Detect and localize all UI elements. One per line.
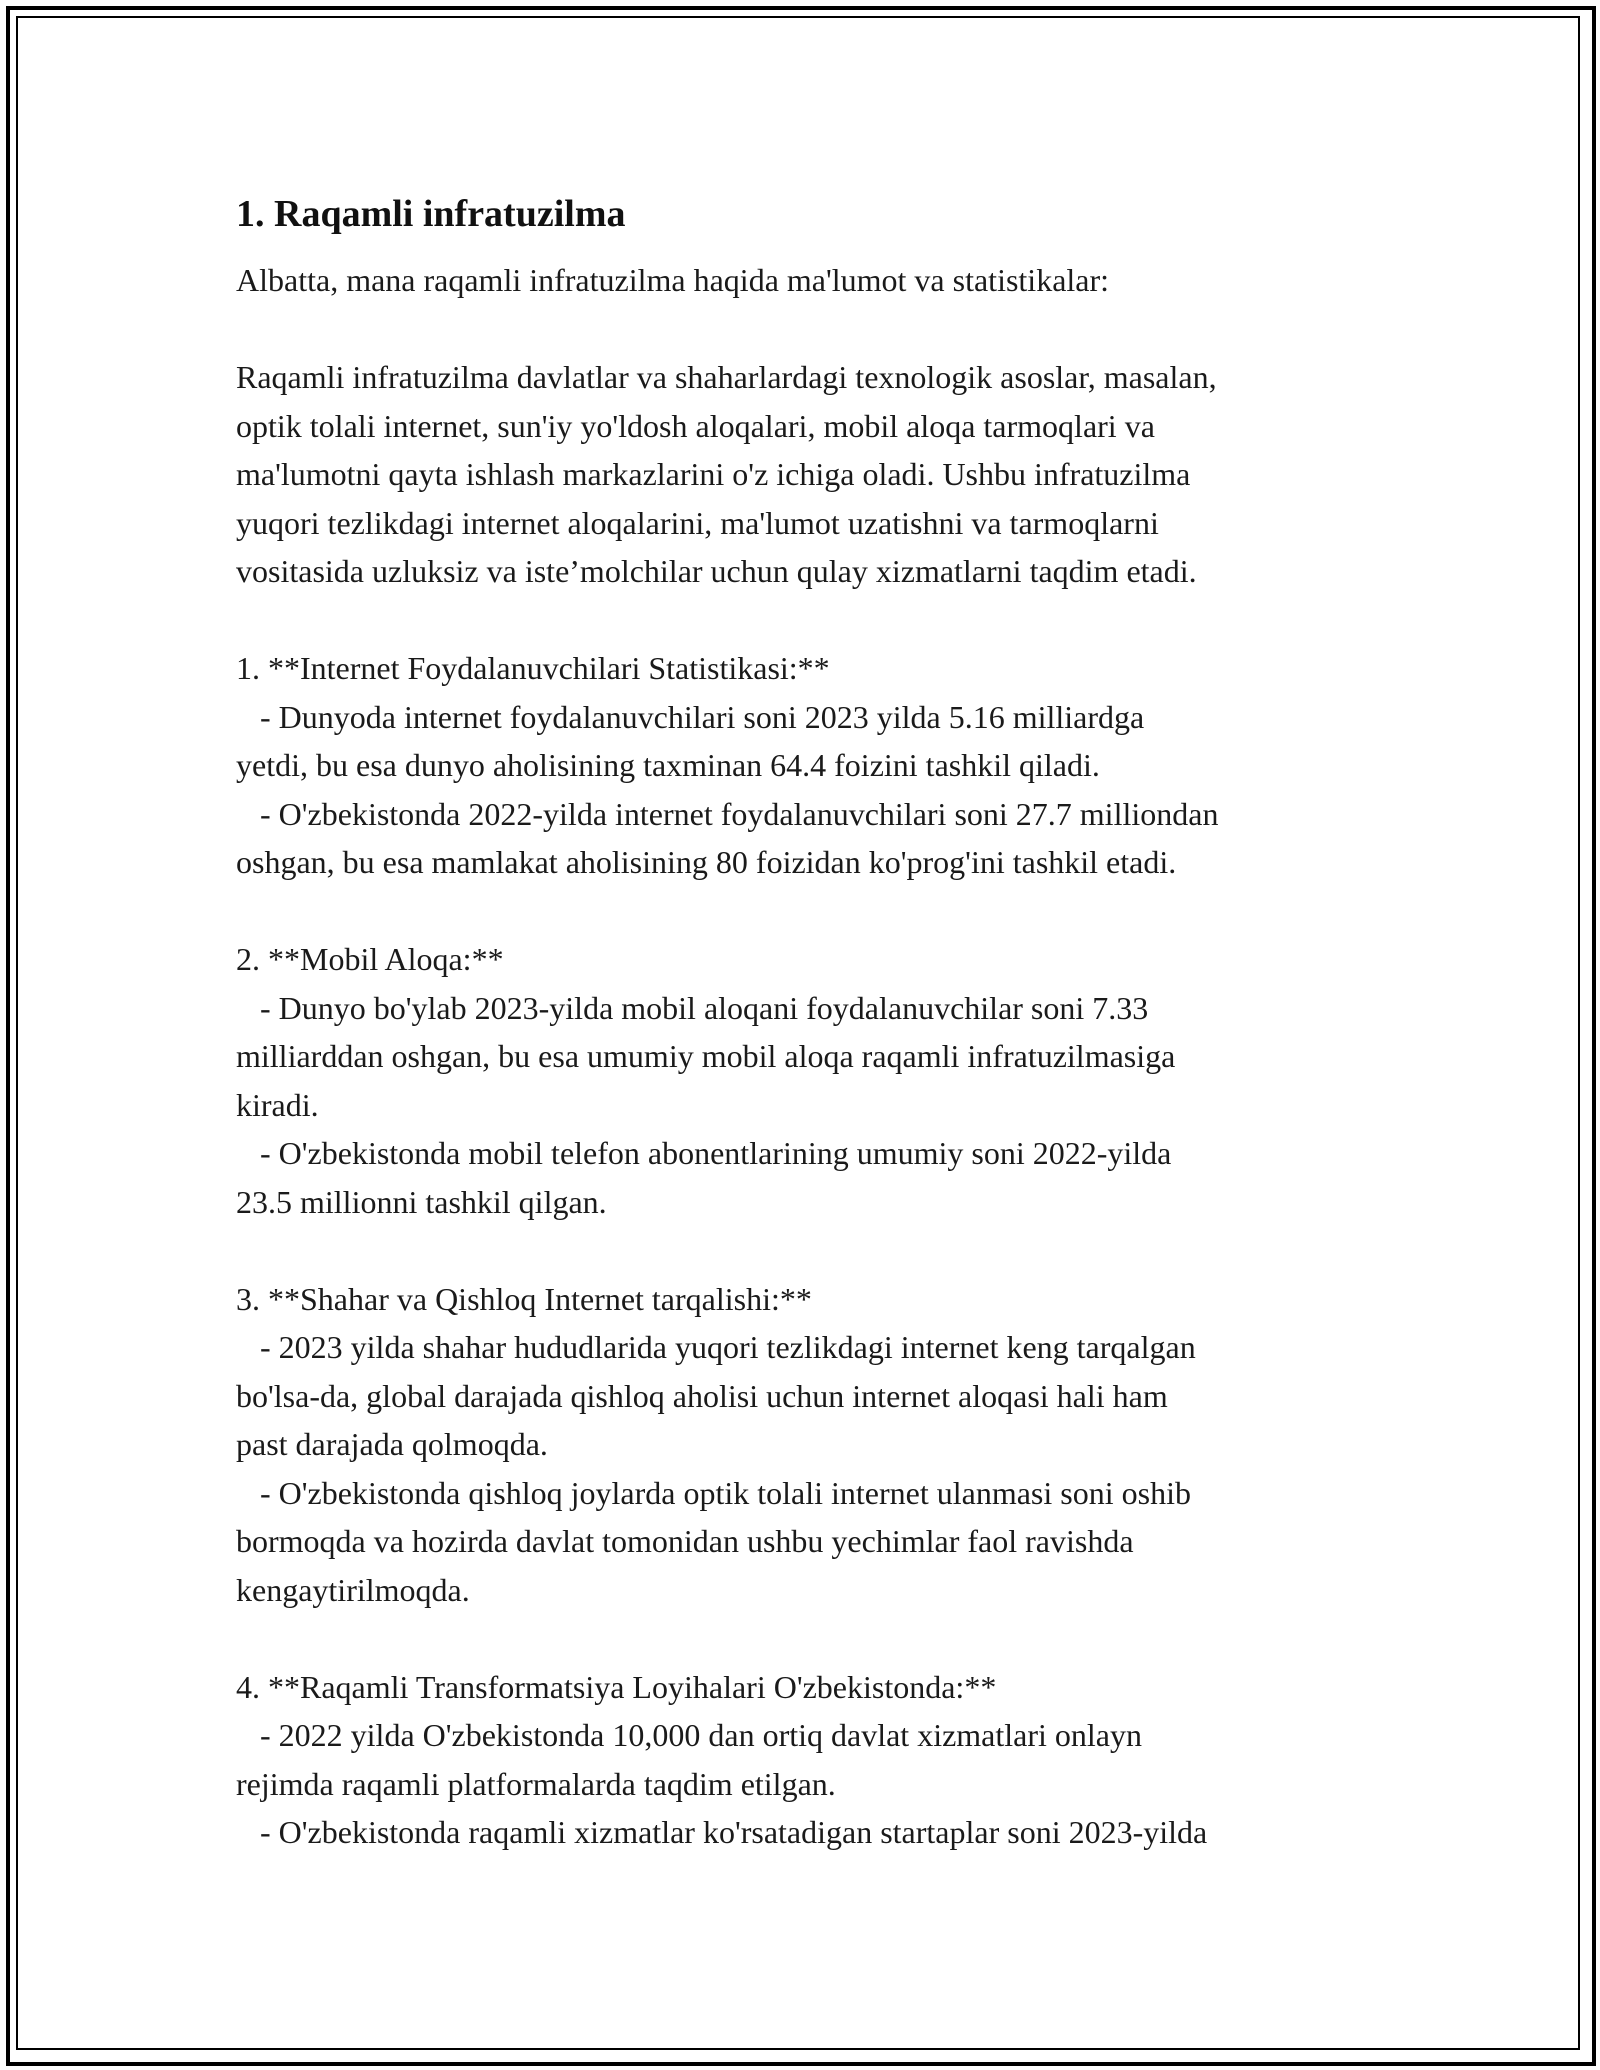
text-line: - Dunyo bo'ylab 2023-yilda mobil aloqani foydalanuvchilar soni 7.33 xyxy=(236,989,1149,1026)
text-line: Raqamli infratuzilma davlatlar va shaharlardagi texnologik asoslar, masalan, xyxy=(236,359,1217,395)
text-line: yetdi, bu esa dunyo aholisining taxminan 64.4 foizini tashkil qiladi. xyxy=(236,747,1100,783)
text-line: 23.5 millionni tashkil qilgan. xyxy=(236,1183,607,1220)
text-line: - O'zbekistonda mobil telefon abonentlarining umumiy soni 2022-yilda xyxy=(236,1135,1172,1171)
text-line: - O'zbekistonda raqamli xizmatlar ko'rsatadigan startaplar soni 2023-yilda xyxy=(236,1814,1208,1850)
paragraph-spacer xyxy=(236,1226,1396,1275)
text-line: - O'zbekistonda qishloq joylarda optik tolali internet ulanmasi soni oshib xyxy=(236,1474,1191,1511)
text-line: bo'lsa-da, global darajada qishloq aholisi uchun internet aloqasi hali ham xyxy=(236,1377,1168,1414)
text-line: oshgan, bu esa mamlakat aholisining 80 foizidan ko'prog'ini tashkil etadi. xyxy=(236,844,1177,880)
text-line: ma'lumotni qayta ishlash markazlarini o'z ichiga oladi. Ushbu infratuzilma xyxy=(236,456,1191,492)
text-line: - Dunyoda internet foydalanuvchilari soni 2023 yilda 5.16 milliardga xyxy=(236,698,1145,735)
text-line: - 2022 yilda O'zbekistonda 10,000 dan ortiq davlat xizmatlari onlayn xyxy=(236,1717,1142,1753)
paragraph-spacer xyxy=(236,596,1396,645)
text-line: milliarddan oshgan, bu esa umumiy mobil aloqa raqamli infratuzilmasiga xyxy=(236,1038,1176,1074)
text-line: Albatta, mana raqamli infratuzilma haqida ma'lumot va statistikalar: xyxy=(236,262,1110,298)
list-item-heading: 3. **Shahar va Qishloq Internet tarqalishi:** xyxy=(236,1280,812,1317)
text-line: yuqori tezlikdagi internet aloqalarini, ma'lumot uzatishni va tarmoqlarni xyxy=(236,504,1159,541)
list-item-heading: 2. **Mobil Aloqa:** xyxy=(236,941,504,977)
paragraph-spacer xyxy=(236,887,1396,936)
text-line: - 2023 yilda shahar hududlarida yuqori tezlikdagi internet keng tarqalgan xyxy=(236,1329,1196,1365)
paragraph-spacer xyxy=(236,305,1396,354)
section-heading: 1. Raqamli infratuzilma xyxy=(236,193,626,235)
text-line: kiradi. xyxy=(236,1086,319,1123)
text-line: optik tolali internet, sun'iy yo'ldosh aloqalari, mobil aloqa tarmoqlari va xyxy=(236,407,1155,444)
text-line: bormoqda va hozirda davlat tomonidan ushbu yechimlar faol ravishda xyxy=(236,1523,1134,1559)
document-body xyxy=(236,186,1396,1857)
text-line: kengaytirilmoqda. xyxy=(236,1571,470,1608)
list-item-heading: 1. **Internet Foydalanuvchilari Statistikasi:** xyxy=(236,650,830,686)
list-item-heading: 4. **Raqamli Transformatsiya Loyihalari O'zbekistonda:** xyxy=(236,1668,997,1705)
text-line: past darajada qolmoqda. xyxy=(236,1426,548,1462)
paragraph-spacer xyxy=(236,1614,1396,1663)
text-line: rejimda raqamli platformalarda taqdim etilgan. xyxy=(236,1765,836,1802)
text-line: - O'zbekistonda 2022-yilda internet foydalanuvchilari soni 27.7 milliondan xyxy=(236,795,1219,832)
text-line: vositasida uzluksiz va iste’molchilar uchun qulay xizmatlarni taqdim etadi. xyxy=(236,553,1197,589)
